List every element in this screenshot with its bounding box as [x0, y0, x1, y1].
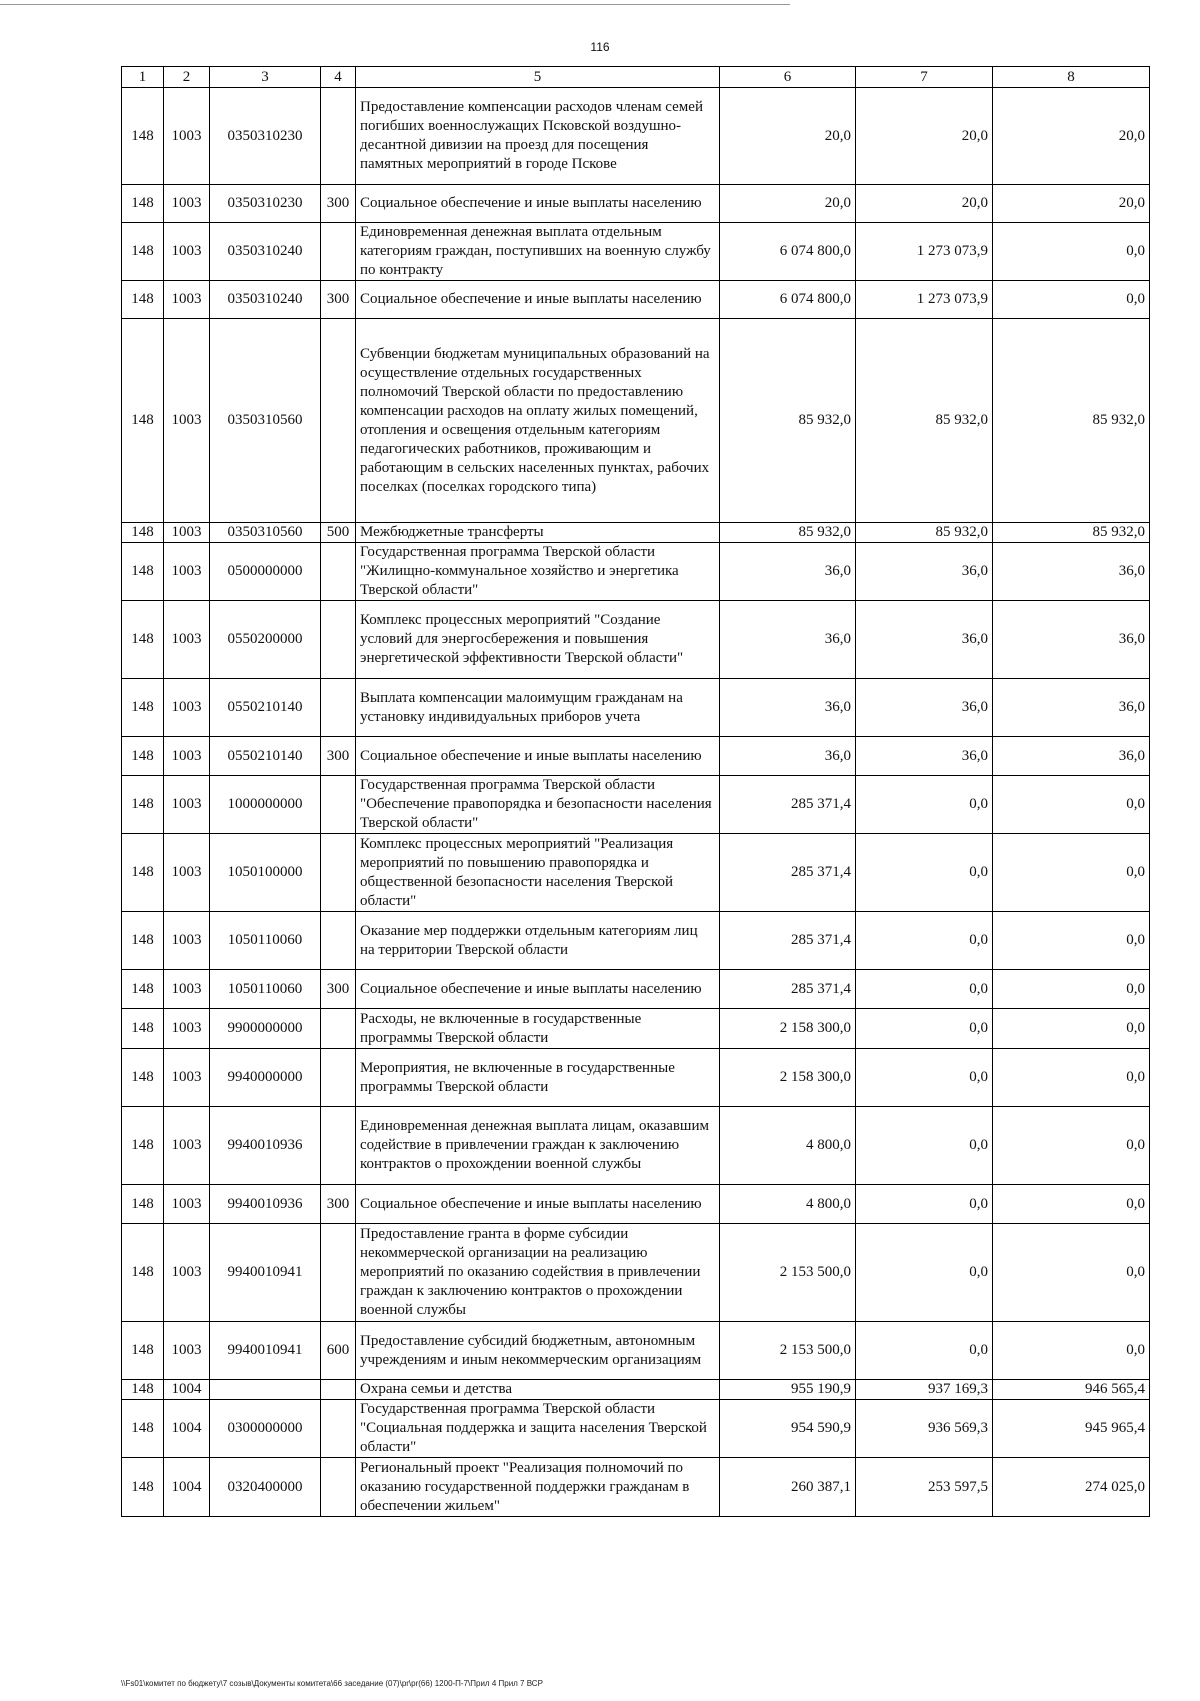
- top-rule: [0, 4, 790, 5]
- cell-admin-code: 148: [122, 543, 164, 601]
- table-row: [122, 776, 1150, 834]
- cell-amount-col7: 36,0: [856, 679, 993, 737]
- cell-expense-type: 500: [321, 523, 356, 543]
- cell-expense-type: [321, 223, 356, 281]
- cell-description: Социальное обеспечение и иные выплаты населению: [356, 970, 720, 1009]
- cell-amount-col8: 0,0: [993, 1009, 1150, 1049]
- cell-target-article: 9900000000: [210, 1009, 321, 1049]
- cell-description: Единовременная денежная выплата лицам, оказавшим содействие в привлечении граждан к заключению контрактов о прохождении военной службы: [356, 1107, 720, 1185]
- cell-target-article: 1050100000: [210, 834, 321, 912]
- cell-amount-col8: 0,0: [993, 1049, 1150, 1107]
- cell-admin-code: 148: [122, 281, 164, 319]
- cell-amount-col8: 274 025,0: [993, 1458, 1150, 1517]
- table-row: [122, 1107, 1150, 1185]
- cell-target-article: 9940010936: [210, 1107, 321, 1185]
- cell-expense-type: 300: [321, 1185, 356, 1224]
- table-row: [122, 834, 1150, 912]
- cell-amount-col6: 4 800,0: [720, 1107, 856, 1185]
- cell-admin-code: 148: [122, 1185, 164, 1224]
- cell-section-code: 1003: [164, 1185, 210, 1224]
- cell-target-article: 0350310560: [210, 523, 321, 543]
- cell-amount-col8: 0,0: [993, 1224, 1150, 1322]
- cell-target-article: 0350310240: [210, 281, 321, 319]
- cell-amount-col7: 36,0: [856, 737, 993, 776]
- cell-amount-col6: 85 932,0: [720, 319, 856, 523]
- cell-section-code: 1003: [164, 1009, 210, 1049]
- cell-description: Единовременная денежная выплата отдельным категориям граждан, поступивших на военную службу по контракту: [356, 223, 720, 281]
- cell-amount-col6: 6 074 800,0: [720, 223, 856, 281]
- cell-amount-col7: 0,0: [856, 776, 993, 834]
- cell-description: Предоставление компенсации расходов членам семей погибших военнослужащих Псковской воздушно-десантной дивизии на проезд для посещения памятных мероприятий в городе Пскове: [356, 88, 720, 185]
- cell-description: Предоставление гранта в форме субсидии некоммерческой организации на реализацию мероприятий по оказанию содействия в привлечении граждан к заключению контрактов о прохождении военной службы: [356, 1224, 720, 1322]
- cell-amount-col6: 2 158 300,0: [720, 1009, 856, 1049]
- column-header: 1: [122, 67, 164, 88]
- cell-section-code: 1003: [164, 185, 210, 223]
- cell-target-article: 0550200000: [210, 601, 321, 679]
- cell-admin-code: 148: [122, 1107, 164, 1185]
- table-row: [122, 912, 1150, 970]
- cell-admin-code: 148: [122, 1009, 164, 1049]
- cell-amount-col8: 0,0: [993, 223, 1150, 281]
- cell-amount-col6: 2 153 500,0: [720, 1322, 856, 1380]
- cell-amount-col8: 20,0: [993, 185, 1150, 223]
- cell-admin-code: 148: [122, 523, 164, 543]
- cell-target-article: 0350310230: [210, 88, 321, 185]
- cell-amount-col8: 20,0: [993, 88, 1150, 185]
- cell-section-code: 1003: [164, 970, 210, 1009]
- cell-amount-col6: 955 190,9: [720, 1380, 856, 1400]
- cell-section-code: 1003: [164, 88, 210, 185]
- cell-description: Выплата компенсации малоимущим гражданам на установку индивидуальных приборов учета: [356, 679, 720, 737]
- cell-admin-code: 148: [122, 601, 164, 679]
- cell-amount-col7: 0,0: [856, 834, 993, 912]
- cell-target-article: 1050110060: [210, 970, 321, 1009]
- cell-description: Межбюджетные трансферты: [356, 523, 720, 543]
- cell-amount-col6: 2 158 300,0: [720, 1049, 856, 1107]
- cell-amount-col6: 285 371,4: [720, 912, 856, 970]
- cell-section-code: 1003: [164, 1107, 210, 1185]
- cell-amount-col7: 253 597,5: [856, 1458, 993, 1517]
- cell-amount-col6: 36,0: [720, 737, 856, 776]
- table-row: [122, 1400, 1150, 1458]
- cell-section-code: 1003: [164, 1224, 210, 1322]
- cell-section-code: 1003: [164, 601, 210, 679]
- cell-section-code: 1003: [164, 679, 210, 737]
- cell-amount-col8: 0,0: [993, 1322, 1150, 1380]
- cell-description: Комплекс процессных мероприятий "Создание условий для энергосбережения и повышения энергетической эффективности Тверской области": [356, 601, 720, 679]
- column-header: 3: [210, 67, 321, 88]
- cell-admin-code: 148: [122, 1224, 164, 1322]
- cell-description: Охрана семьи и детства: [356, 1380, 720, 1400]
- table-row: [122, 1322, 1150, 1380]
- cell-expense-type: [321, 601, 356, 679]
- cell-description: Социальное обеспечение и иные выплаты населению: [356, 1185, 720, 1224]
- cell-expense-type: 300: [321, 970, 356, 1009]
- cell-amount-col8: 36,0: [993, 601, 1150, 679]
- cell-target-article: 0350310560: [210, 319, 321, 523]
- cell-admin-code: 148: [122, 1400, 164, 1458]
- cell-expense-type: 600: [321, 1322, 356, 1380]
- cell-description: Государственная программа Тверской области "Жилищно-коммунальное хозяйство и энергетика Тверской области": [356, 543, 720, 601]
- cell-amount-col6: 260 387,1: [720, 1458, 856, 1517]
- table-row: [122, 523, 1150, 543]
- column-number-row: [122, 67, 1150, 88]
- cell-amount-col7: 20,0: [856, 185, 993, 223]
- cell-admin-code: 148: [122, 1322, 164, 1380]
- cell-section-code: 1003: [164, 1322, 210, 1380]
- cell-section-code: 1003: [164, 737, 210, 776]
- cell-expense-type: [321, 679, 356, 737]
- table-row: [122, 281, 1150, 319]
- cell-target-article: [210, 1380, 321, 1400]
- cell-amount-col7: 0,0: [856, 912, 993, 970]
- cell-target-article: 9940000000: [210, 1049, 321, 1107]
- cell-target-article: 0550210140: [210, 737, 321, 776]
- cell-description: Предоставление субсидий бюджетным, автономным учреждениям и иным некоммерческим организациям: [356, 1322, 720, 1380]
- table-row: [122, 1185, 1150, 1224]
- cell-amount-col6: 20,0: [720, 185, 856, 223]
- cell-description: Региональный проект "Реализация полномочий по оказанию государственной поддержки гражданам в обеспечении жильем": [356, 1458, 720, 1517]
- cell-expense-type: [321, 1380, 356, 1400]
- cell-description: Расходы, не включенные в государственные программы Тверской области: [356, 1009, 720, 1049]
- cell-amount-col8: 36,0: [993, 543, 1150, 601]
- cell-expense-type: [321, 834, 356, 912]
- cell-amount-col7: 85 932,0: [856, 523, 993, 543]
- cell-expense-type: [321, 88, 356, 185]
- cell-amount-col8: 0,0: [993, 1107, 1150, 1185]
- cell-admin-code: 148: [122, 679, 164, 737]
- cell-amount-col7: 0,0: [856, 1185, 993, 1224]
- cell-amount-col8: 85 932,0: [993, 523, 1150, 543]
- cell-expense-type: [321, 1009, 356, 1049]
- cell-description: Социальное обеспечение и иные выплаты населению: [356, 281, 720, 319]
- cell-amount-col8: 945 965,4: [993, 1400, 1150, 1458]
- cell-amount-col6: 85 932,0: [720, 523, 856, 543]
- cell-expense-type: [321, 1049, 356, 1107]
- cell-expense-type: [321, 319, 356, 523]
- cell-amount-col8: 0,0: [993, 912, 1150, 970]
- cell-amount-col6: 20,0: [720, 88, 856, 185]
- cell-expense-type: [321, 1400, 356, 1458]
- cell-amount-col7: 0,0: [856, 1224, 993, 1322]
- cell-amount-col8: 0,0: [993, 281, 1150, 319]
- cell-amount-col7: 1 273 073,9: [856, 281, 993, 319]
- cell-amount-col7: 85 932,0: [856, 319, 993, 523]
- cell-description: Субвенции бюджетам муниципальных образований на осуществление отдельных государственных полномочий Тверской области по предоставлению компенсации расходов на оплату жилых помещений, отопления и освещения отдельным категориям педагогических работников, проживающим и работающим в сельских населенных пунктах, рабочих поселках (поселках городского типа): [356, 319, 720, 523]
- cell-amount-col8: 0,0: [993, 1185, 1150, 1224]
- cell-target-article: 0350310240: [210, 223, 321, 281]
- cell-description: Комплекс процессных мероприятий "Реализация мероприятий по повышению правопорядка и общественной безопасности населения Тверской области": [356, 834, 720, 912]
- cell-amount-col8: 0,0: [993, 970, 1150, 1009]
- cell-section-code: 1003: [164, 223, 210, 281]
- cell-section-code: 1004: [164, 1380, 210, 1400]
- cell-amount-col7: 1 273 073,9: [856, 223, 993, 281]
- footer-file-path: \\Fs01\комитет по бюджету\7 созыв\Документы комитета\66 заседание (07)\pr\pr(66) 1200-П-7\Прил 4 Прил 7 ВСР: [121, 1679, 543, 1688]
- cell-amount-col8: 0,0: [993, 776, 1150, 834]
- table-row: [122, 679, 1150, 737]
- table-row: [122, 185, 1150, 223]
- cell-expense-type: 300: [321, 185, 356, 223]
- table-row: [122, 970, 1150, 1009]
- cell-target-article: 0300000000: [210, 1400, 321, 1458]
- cell-description: Оказание мер поддержки отдельным категориям лиц на территории Тверской области: [356, 912, 720, 970]
- cell-amount-col6: 954 590,9: [720, 1400, 856, 1458]
- table-row: [122, 601, 1150, 679]
- cell-admin-code: 148: [122, 1380, 164, 1400]
- cell-section-code: 1003: [164, 776, 210, 834]
- column-header: 4: [321, 67, 356, 88]
- cell-amount-col8: 0,0: [993, 834, 1150, 912]
- column-header: 6: [720, 67, 856, 88]
- cell-description: Социальное обеспечение и иные выплаты населению: [356, 737, 720, 776]
- cell-admin-code: 148: [122, 776, 164, 834]
- cell-amount-col6: 36,0: [720, 601, 856, 679]
- cell-target-article: 9940010941: [210, 1224, 321, 1322]
- cell-admin-code: 148: [122, 970, 164, 1009]
- table-row: [122, 1458, 1150, 1517]
- cell-amount-col6: 36,0: [720, 543, 856, 601]
- cell-amount-col7: 0,0: [856, 1322, 993, 1380]
- cell-amount-col7: 936 569,3: [856, 1400, 993, 1458]
- cell-amount-col6: 2 153 500,0: [720, 1224, 856, 1322]
- cell-amount-col6: 36,0: [720, 679, 856, 737]
- cell-expense-type: [321, 1107, 356, 1185]
- cell-amount-col6: 285 371,4: [720, 834, 856, 912]
- cell-amount-col6: 6 074 800,0: [720, 281, 856, 319]
- cell-expense-type: 300: [321, 281, 356, 319]
- table-row: [122, 1380, 1150, 1400]
- table-body: [122, 88, 1150, 1517]
- cell-amount-col6: 285 371,4: [720, 970, 856, 1009]
- cell-amount-col8: 36,0: [993, 679, 1150, 737]
- cell-admin-code: 148: [122, 912, 164, 970]
- cell-amount-col7: 0,0: [856, 1107, 993, 1185]
- cell-amount-col7: 20,0: [856, 88, 993, 185]
- cell-expense-type: [321, 912, 356, 970]
- cell-target-article: 0500000000: [210, 543, 321, 601]
- cell-amount-col7: 36,0: [856, 543, 993, 601]
- cell-expense-type: [321, 776, 356, 834]
- table-row: [122, 223, 1150, 281]
- cell-amount-col6: 4 800,0: [720, 1185, 856, 1224]
- cell-amount-col7: 937 169,3: [856, 1380, 993, 1400]
- table-row: [122, 1009, 1150, 1049]
- cell-amount-col7: 36,0: [856, 601, 993, 679]
- cell-admin-code: 148: [122, 737, 164, 776]
- cell-amount-col8: 946 565,4: [993, 1380, 1150, 1400]
- column-header: 2: [164, 67, 210, 88]
- cell-admin-code: 148: [122, 88, 164, 185]
- table-row: [122, 543, 1150, 601]
- cell-expense-type: [321, 543, 356, 601]
- cell-section-code: 1003: [164, 912, 210, 970]
- table-row: [122, 1049, 1150, 1107]
- table-row: [122, 1224, 1150, 1322]
- cell-description: Мероприятия, не включенные в государственные программы Тверской области: [356, 1049, 720, 1107]
- cell-section-code: 1003: [164, 543, 210, 601]
- cell-amount-col8: 36,0: [993, 737, 1150, 776]
- cell-target-article: 0350310230: [210, 185, 321, 223]
- column-header: 7: [856, 67, 993, 88]
- cell-section-code: 1004: [164, 1400, 210, 1458]
- cell-expense-type: 300: [321, 737, 356, 776]
- cell-target-article: 9940010936: [210, 1185, 321, 1224]
- page-number: 116: [590, 40, 610, 54]
- cell-section-code: 1003: [164, 523, 210, 543]
- cell-amount-col7: 0,0: [856, 970, 993, 1009]
- cell-admin-code: 148: [122, 834, 164, 912]
- cell-target-article: 1050110060: [210, 912, 321, 970]
- cell-admin-code: 148: [122, 1049, 164, 1107]
- cell-amount-col8: 85 932,0: [993, 319, 1150, 523]
- table-row: [122, 737, 1150, 776]
- cell-section-code: 1003: [164, 1049, 210, 1107]
- cell-description: Государственная программа Тверской области "Социальная поддержка и защита населения Тверской области": [356, 1400, 720, 1458]
- column-header: 5: [356, 67, 720, 88]
- cell-section-code: 1004: [164, 1458, 210, 1517]
- cell-admin-code: 148: [122, 319, 164, 523]
- cell-target-article: 9940010941: [210, 1322, 321, 1380]
- cell-amount-col7: 0,0: [856, 1009, 993, 1049]
- cell-section-code: 1003: [164, 281, 210, 319]
- budget-table: [121, 66, 1150, 1517]
- cell-section-code: 1003: [164, 319, 210, 523]
- cell-description: Социальное обеспечение и иные выплаты населению: [356, 185, 720, 223]
- table-row: [122, 319, 1150, 523]
- cell-admin-code: 148: [122, 185, 164, 223]
- cell-section-code: 1003: [164, 834, 210, 912]
- cell-target-article: 0320400000: [210, 1458, 321, 1517]
- cell-expense-type: [321, 1458, 356, 1517]
- cell-amount-col7: 0,0: [856, 1049, 993, 1107]
- cell-amount-col6: 285 371,4: [720, 776, 856, 834]
- cell-description: Государственная программа Тверской области "Обеспечение правопорядка и безопасности населения Тверской области": [356, 776, 720, 834]
- cell-admin-code: 148: [122, 223, 164, 281]
- cell-expense-type: [321, 1224, 356, 1322]
- cell-admin-code: 148: [122, 1458, 164, 1517]
- column-header: 8: [993, 67, 1150, 88]
- cell-target-article: 0550210140: [210, 679, 321, 737]
- cell-target-article: 1000000000: [210, 776, 321, 834]
- table-row: [122, 88, 1150, 185]
